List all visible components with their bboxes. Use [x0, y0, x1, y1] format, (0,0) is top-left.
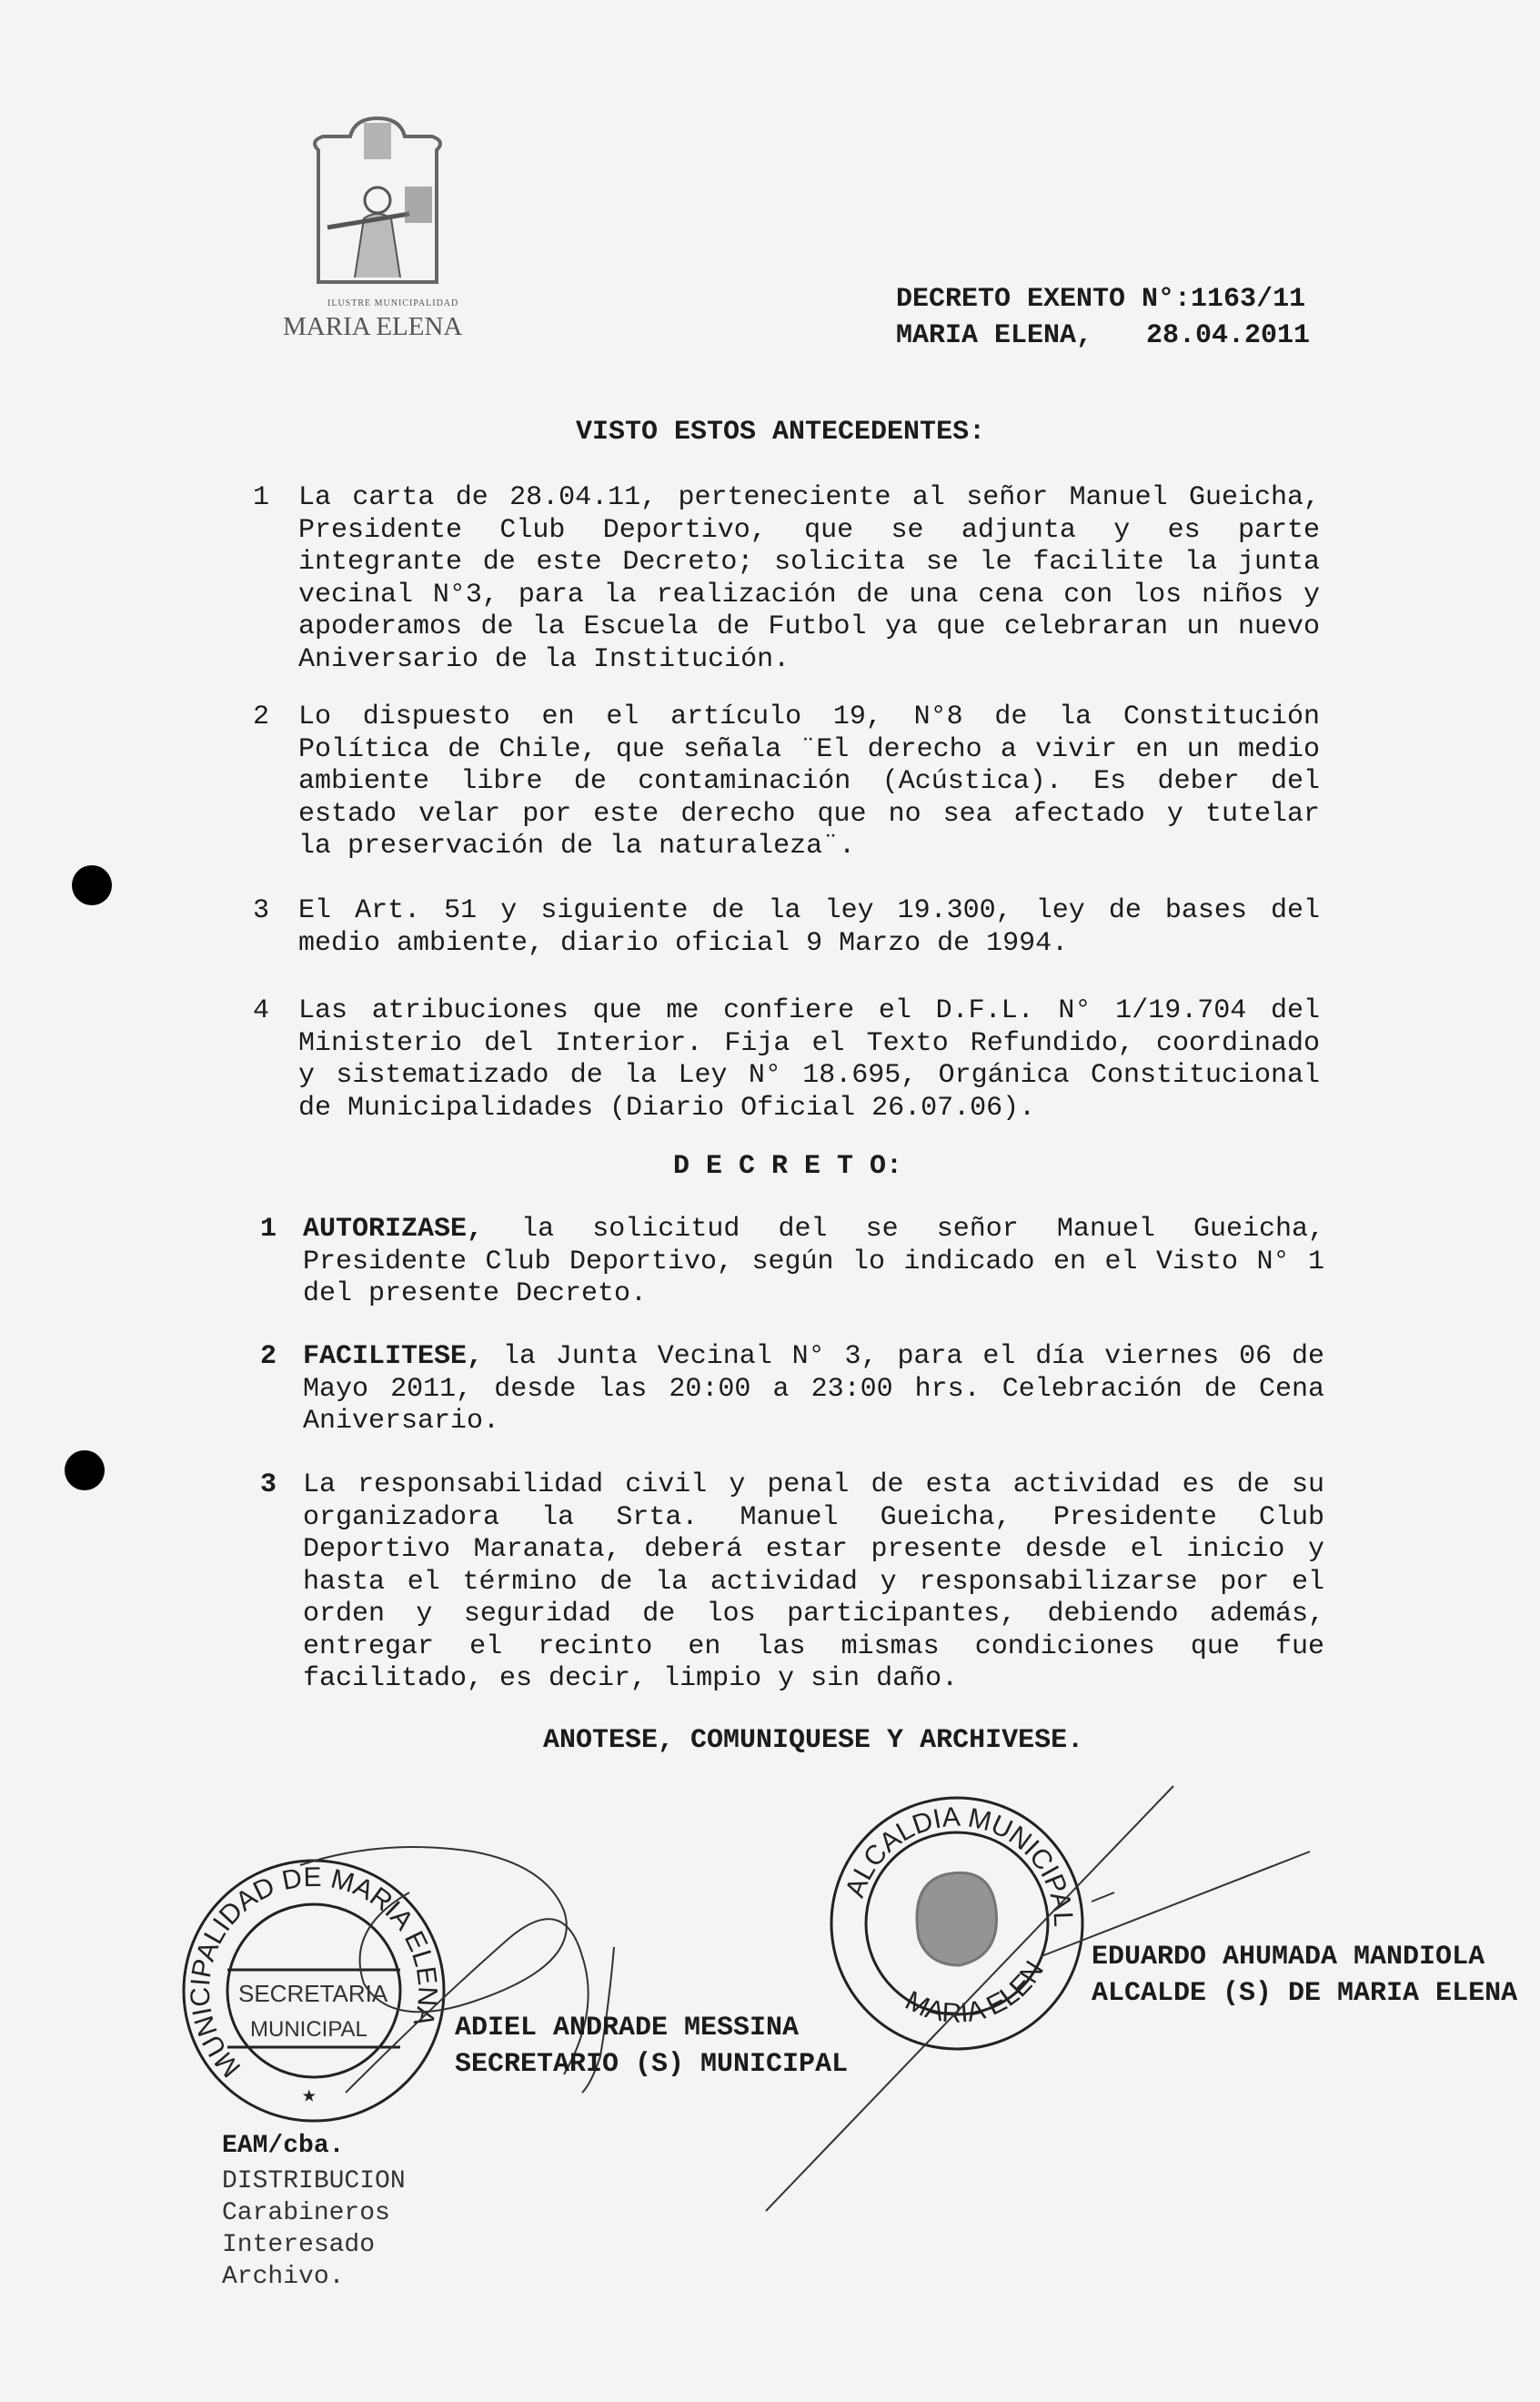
text-line: facilitado, es decir, limpio y sin daño. [303, 1663, 959, 1694]
decreto-paragraph-1 [303, 1214, 1324, 1311]
mayor-title: ALCALDE (S) DE MARIA ELENA [1092, 1978, 1518, 2009]
text-line: estado velar por este derecho que no sea afectado y tutelar [298, 798, 1320, 830]
text-line: La responsabilidad civil y penal de esta actividad es de su [303, 1469, 1324, 1500]
item-number: 3 [253, 895, 270, 926]
decreto-paragraph-2 [303, 1341, 1324, 1438]
text-line: Ministerio del Interior. Fija el Texto Refundido, coordinado [298, 1027, 1320, 1059]
text-line: integrante de este Decreto; solicita se le facilite la junta [298, 547, 1320, 578]
visto-paragraph-3 [298, 895, 1320, 960]
distribution-list [222, 2165, 406, 2293]
star-icon: ★ [302, 2082, 317, 2109]
text-line: Aniversario. [303, 1406, 500, 1437]
visto-paragraph-1 [298, 482, 1320, 676]
text-line [303, 1214, 1324, 1246]
letterhead-name: MARIA ELENA [283, 312, 463, 341]
seal-center-text: SECRETARIA [238, 1980, 388, 2007]
text-line: entregar el recinto en las mismas condiciones que fue [303, 1630, 1324, 1662]
text-line: vecinal N°3, para la realización de una cena con los niños y [298, 579, 1320, 611]
item-number: 4 [253, 995, 270, 1026]
decreto-title: D E C R E T O: [673, 1151, 903, 1182]
text-line: la preservación de la naturaleza¨. [298, 831, 856, 862]
letterhead-caption: ILUSTRE MUNICIPALIDAD [327, 298, 459, 308]
seal-ring-text [0, 1774, 1050, 2029]
text-line: El Art. 51 y siguiente de la ley 19.300, ley de bases del [298, 895, 1320, 926]
visto-paragraph-4 [298, 995, 1320, 1125]
text-line: Presidente Club Deportivo, según lo indicado en el Visto N° 1 [303, 1246, 1324, 1277]
item-number: 2 [260, 1341, 277, 1372]
text-line: ambiente libre de contaminación (Acústica). Es deber del [298, 766, 1320, 797]
municipal-logo [300, 114, 455, 296]
text-fragment: la Junta Vecinal N° 3, para el día viernes 06 de [483, 1341, 1324, 1372]
secretary-title: SECRETARIO (S) MUNICIPAL [455, 2049, 849, 2080]
initials: EAM/cba. [222, 2132, 345, 2160]
decreto-paragraph-3 [303, 1469, 1324, 1696]
text-fragment: la solicitud del se señor Manuel Gueicha, [483, 1214, 1324, 1245]
seal-ring-textpath: ALCALDIA MUNICIPAL [840, 1802, 1079, 1928]
text-line: La carta de 28.04.11, perteneciente al señor Manuel Gueicha, [298, 482, 1320, 513]
item-number: 1 [253, 482, 270, 513]
distribution-title: DISTRIBUCION [222, 2167, 406, 2195]
text-line: Presidente Club Deportivo, que se adjunta y es parte [298, 514, 1320, 546]
item-number: 2 [253, 701, 270, 732]
text-line: Las atribuciones que me confiere el D.F.L. N° 1/19.704 del [298, 995, 1320, 1026]
text-line: del presente Decreto. [303, 1278, 648, 1309]
item-number: 3 [260, 1469, 277, 1500]
visto-paragraph-2 [298, 701, 1320, 863]
text-line: orden y seguridad de los participantes, debiendo además, [303, 1599, 1324, 1630]
text-line: Mayo 2011, desde las 20:00 a 23:00 hrs. Celebración de Cena [303, 1373, 1324, 1405]
text-line: Deportivo Maranata, deberá estar presente desde el inicio y [303, 1534, 1324, 1565]
punch-hole [65, 1450, 105, 1490]
text-line: apoderamos de la Escuela de Futbol ya que celebraran un nuevo [298, 611, 1320, 642]
lead-word: AUTORIZASE, [303, 1214, 484, 1245]
text-line: de Municipalidades (Diario Oficial 26.07.06). [298, 1092, 1036, 1124]
coat-of-arms-icon [300, 114, 455, 296]
punch-hole [72, 865, 112, 905]
text-line: Aniversario de la Institución. [298, 643, 790, 675]
decree-place: MARIA ELENA, [896, 320, 1093, 351]
distribution-item: Archivo. [222, 2263, 345, 2291]
text-line: organizadora la Srta. Manuel Gueicha, Presidente Club [303, 1501, 1324, 1533]
secretary-name: ADIEL ANDRADE MESSINA [455, 2013, 800, 2044]
text-line: medio ambiente, diario oficial 9 Marzo de 1994. [298, 927, 1069, 959]
text-line: Política de Chile, que señala ¨El derecho a vivir en un medio [298, 733, 1320, 765]
decree-number: DECRETO EXENTO N°:1163/11 [896, 284, 1306, 315]
distribution-item: Interesado [222, 2231, 376, 2259]
text-line [303, 1341, 1324, 1374]
seal-ring-textpath: MARIA ELEN [900, 1955, 1051, 2029]
text-line: Lo dispuesto en el artículo 19, N°8 de la Constitución [298, 701, 1320, 732]
visto-title: VISTO ESTOS ANTECEDENTES: [576, 417, 986, 448]
lead-word: FACILITESE, [303, 1341, 484, 1372]
closing-formula: ANOTESE, COMUNIQUESE Y ARCHIVESE. [543, 1725, 1084, 1756]
mayor-name: EDUARDO AHUMADA MANDIOLA [1092, 1942, 1485, 1973]
seal-ring-textpath: MUNICIPALIDAD DE MARIA ELENA [185, 1862, 443, 2084]
distribution-item: Carabineros [222, 2199, 390, 2227]
text-line: hasta el término de la actividad y responsabilizarse por el [303, 1566, 1324, 1598]
text-line: y sistematizado de la Ley N° 18.695, Orgánica Constitucional [298, 1060, 1320, 1091]
seal-center-text: MUNICIPAL [250, 2017, 367, 2042]
item-number: 1 [260, 1214, 277, 1245]
decree-date: 28.04.2011 [1146, 320, 1311, 351]
